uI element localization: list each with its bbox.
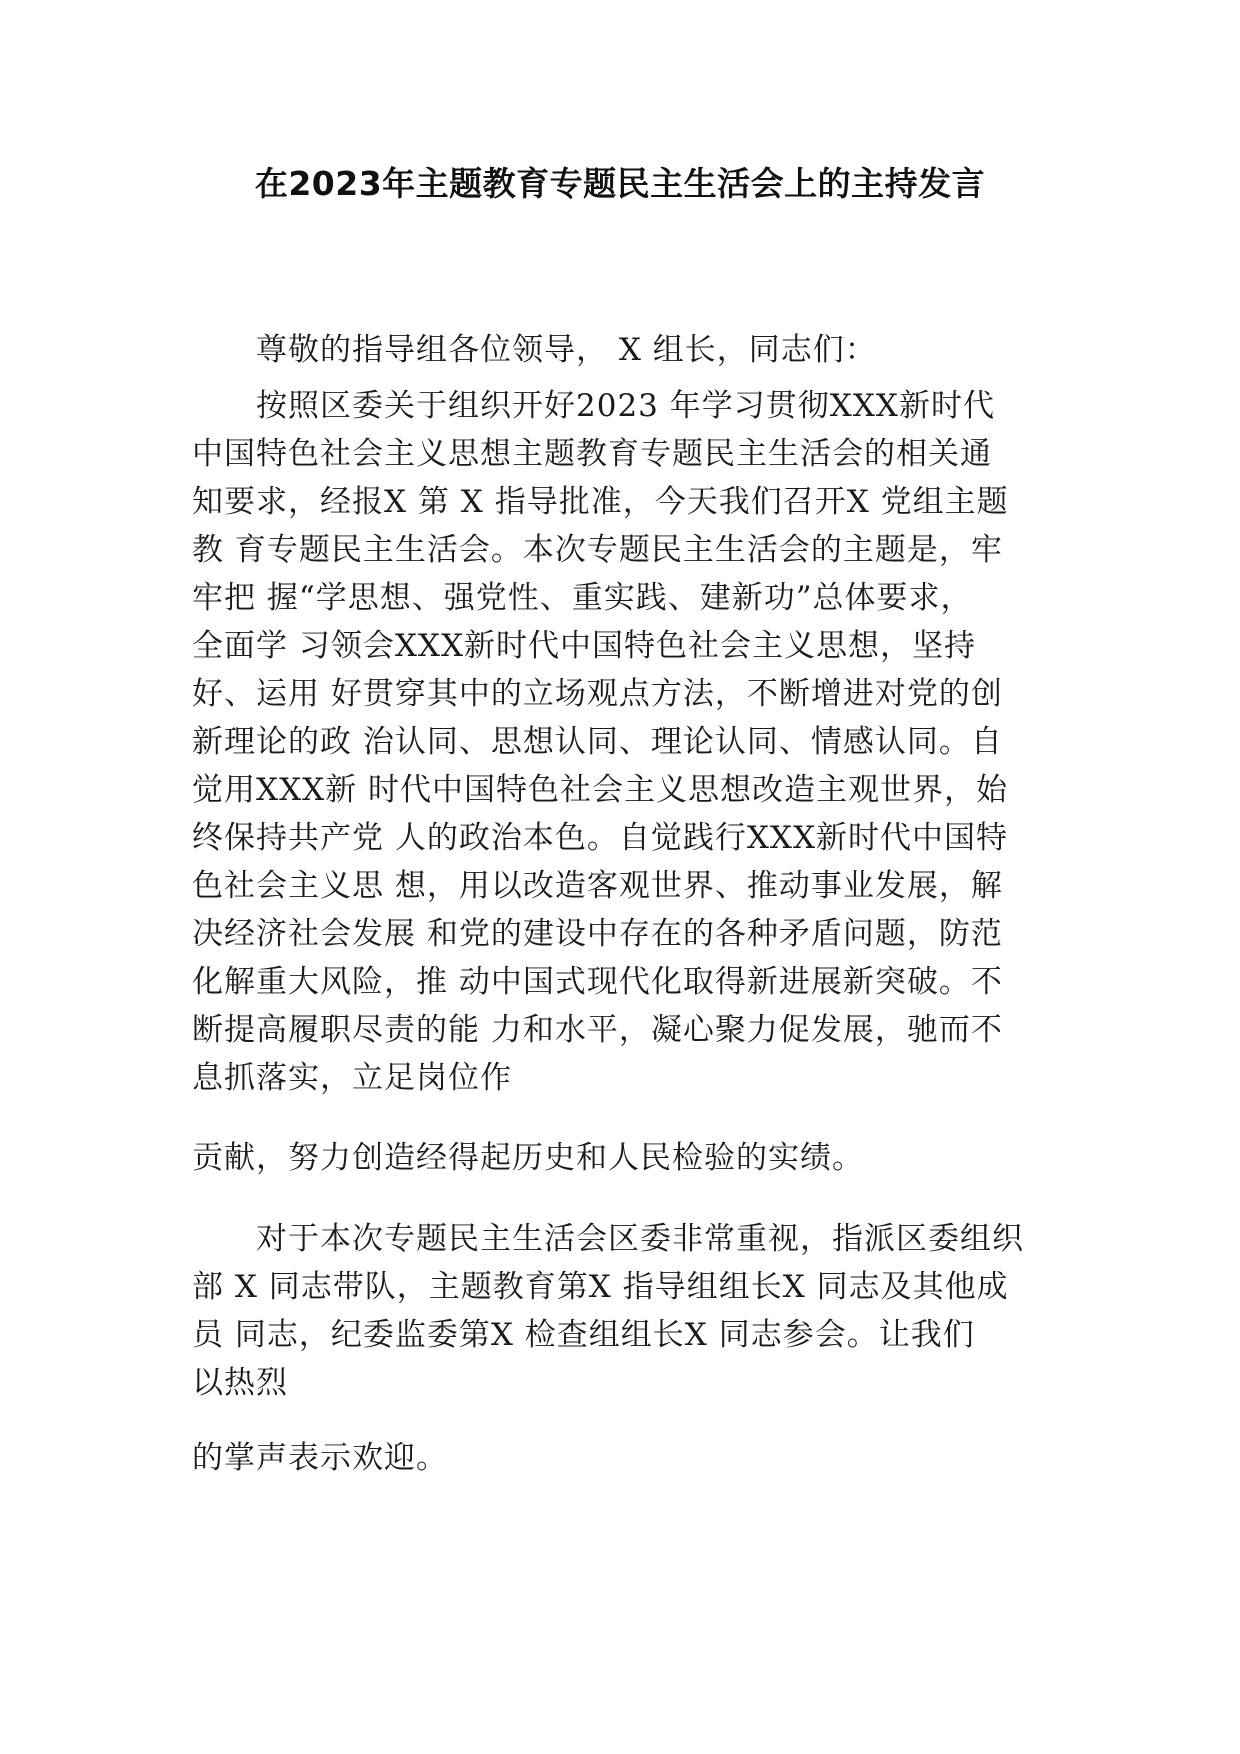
paragraph-1-line: 教 育专题民主生活会。本次专题民主生活会的主题是，牢 — [192, 532, 1003, 568]
salutation: 尊敬的指导组各位领导， X 组长，同志们： — [256, 332, 877, 368]
paragraph-1-line: 终保持共产党 人的政治本色。自觉践行XXX新时代中国特 — [192, 820, 1009, 856]
paragraph-1-line: 知要求，经报X 第 X 指导批准，今天我们召开X 党组主题 — [192, 484, 1009, 520]
paragraph-1-line: 中国特色社会主义思想主题教育专题民主生活会的相关通 — [192, 436, 992, 472]
paragraph-1-line: 色社会主义思 想，用以改造客观世界、推动事业发展，解 — [192, 868, 1003, 904]
paragraph-2-line: 员 同志，纪委监委第X 检查组组长X 同志参会。让我们 — [192, 1317, 975, 1353]
paragraph-1-line: 全面学 习领会XXX新时代中国特色社会主义思想，坚持 — [192, 628, 977, 664]
paragraph-1-line: 觉用XXX新 时代中国特色社会主义思想改造主观世界，始 — [192, 772, 1009, 808]
paragraph-1-line: 按照区委关于组织开好2023 年学习贯彻XXX新时代 — [256, 388, 995, 424]
paragraph-1-line: 息抓落实，立足岗位作 — [192, 1060, 512, 1096]
paragraph-1-line: 断提高履职尽责的能 力和水平，凝心聚力促发展，驰而不 — [192, 1012, 1003, 1048]
paragraph-1-line: 新理论的政 治认同、思想认同、理论认同、情感认同。自 — [192, 724, 1003, 760]
paragraph-2-line: 对于本次专题民主生活会区委非常重视，指派区委组织 — [256, 1221, 1024, 1257]
paragraph-1-line: 牢把 握“学思想、强党性、重实践、建新功”总体要求， — [192, 580, 973, 616]
paragraph-2-line: 以热烈 — [192, 1365, 288, 1401]
paragraph-1-line: 贡献，努力创造经得起历史和人民检验的实绩。 — [192, 1140, 864, 1176]
document-title: 在2023年主题教育专题民主生活会上的主持发言 — [254, 164, 986, 203]
paragraph-1-line: 决经济社会发展 和党的建设中存在的各种矛盾问题，防范 — [192, 916, 1003, 952]
paragraph-2-line: 的掌声表示欢迎。 — [192, 1440, 448, 1476]
paragraph-1-line: 好、运用 好贯穿其中的立场观点方法，不断增进对党的创 — [192, 676, 1003, 712]
paragraph-1-line: 化解重大风险，推 动中国式现代化取得新进展新突破。不 — [192, 964, 1003, 1000]
paragraph-2-line: 部 X 同志带队，主题教育第X 指导组组长X 同志及其他成 — [192, 1269, 1009, 1305]
